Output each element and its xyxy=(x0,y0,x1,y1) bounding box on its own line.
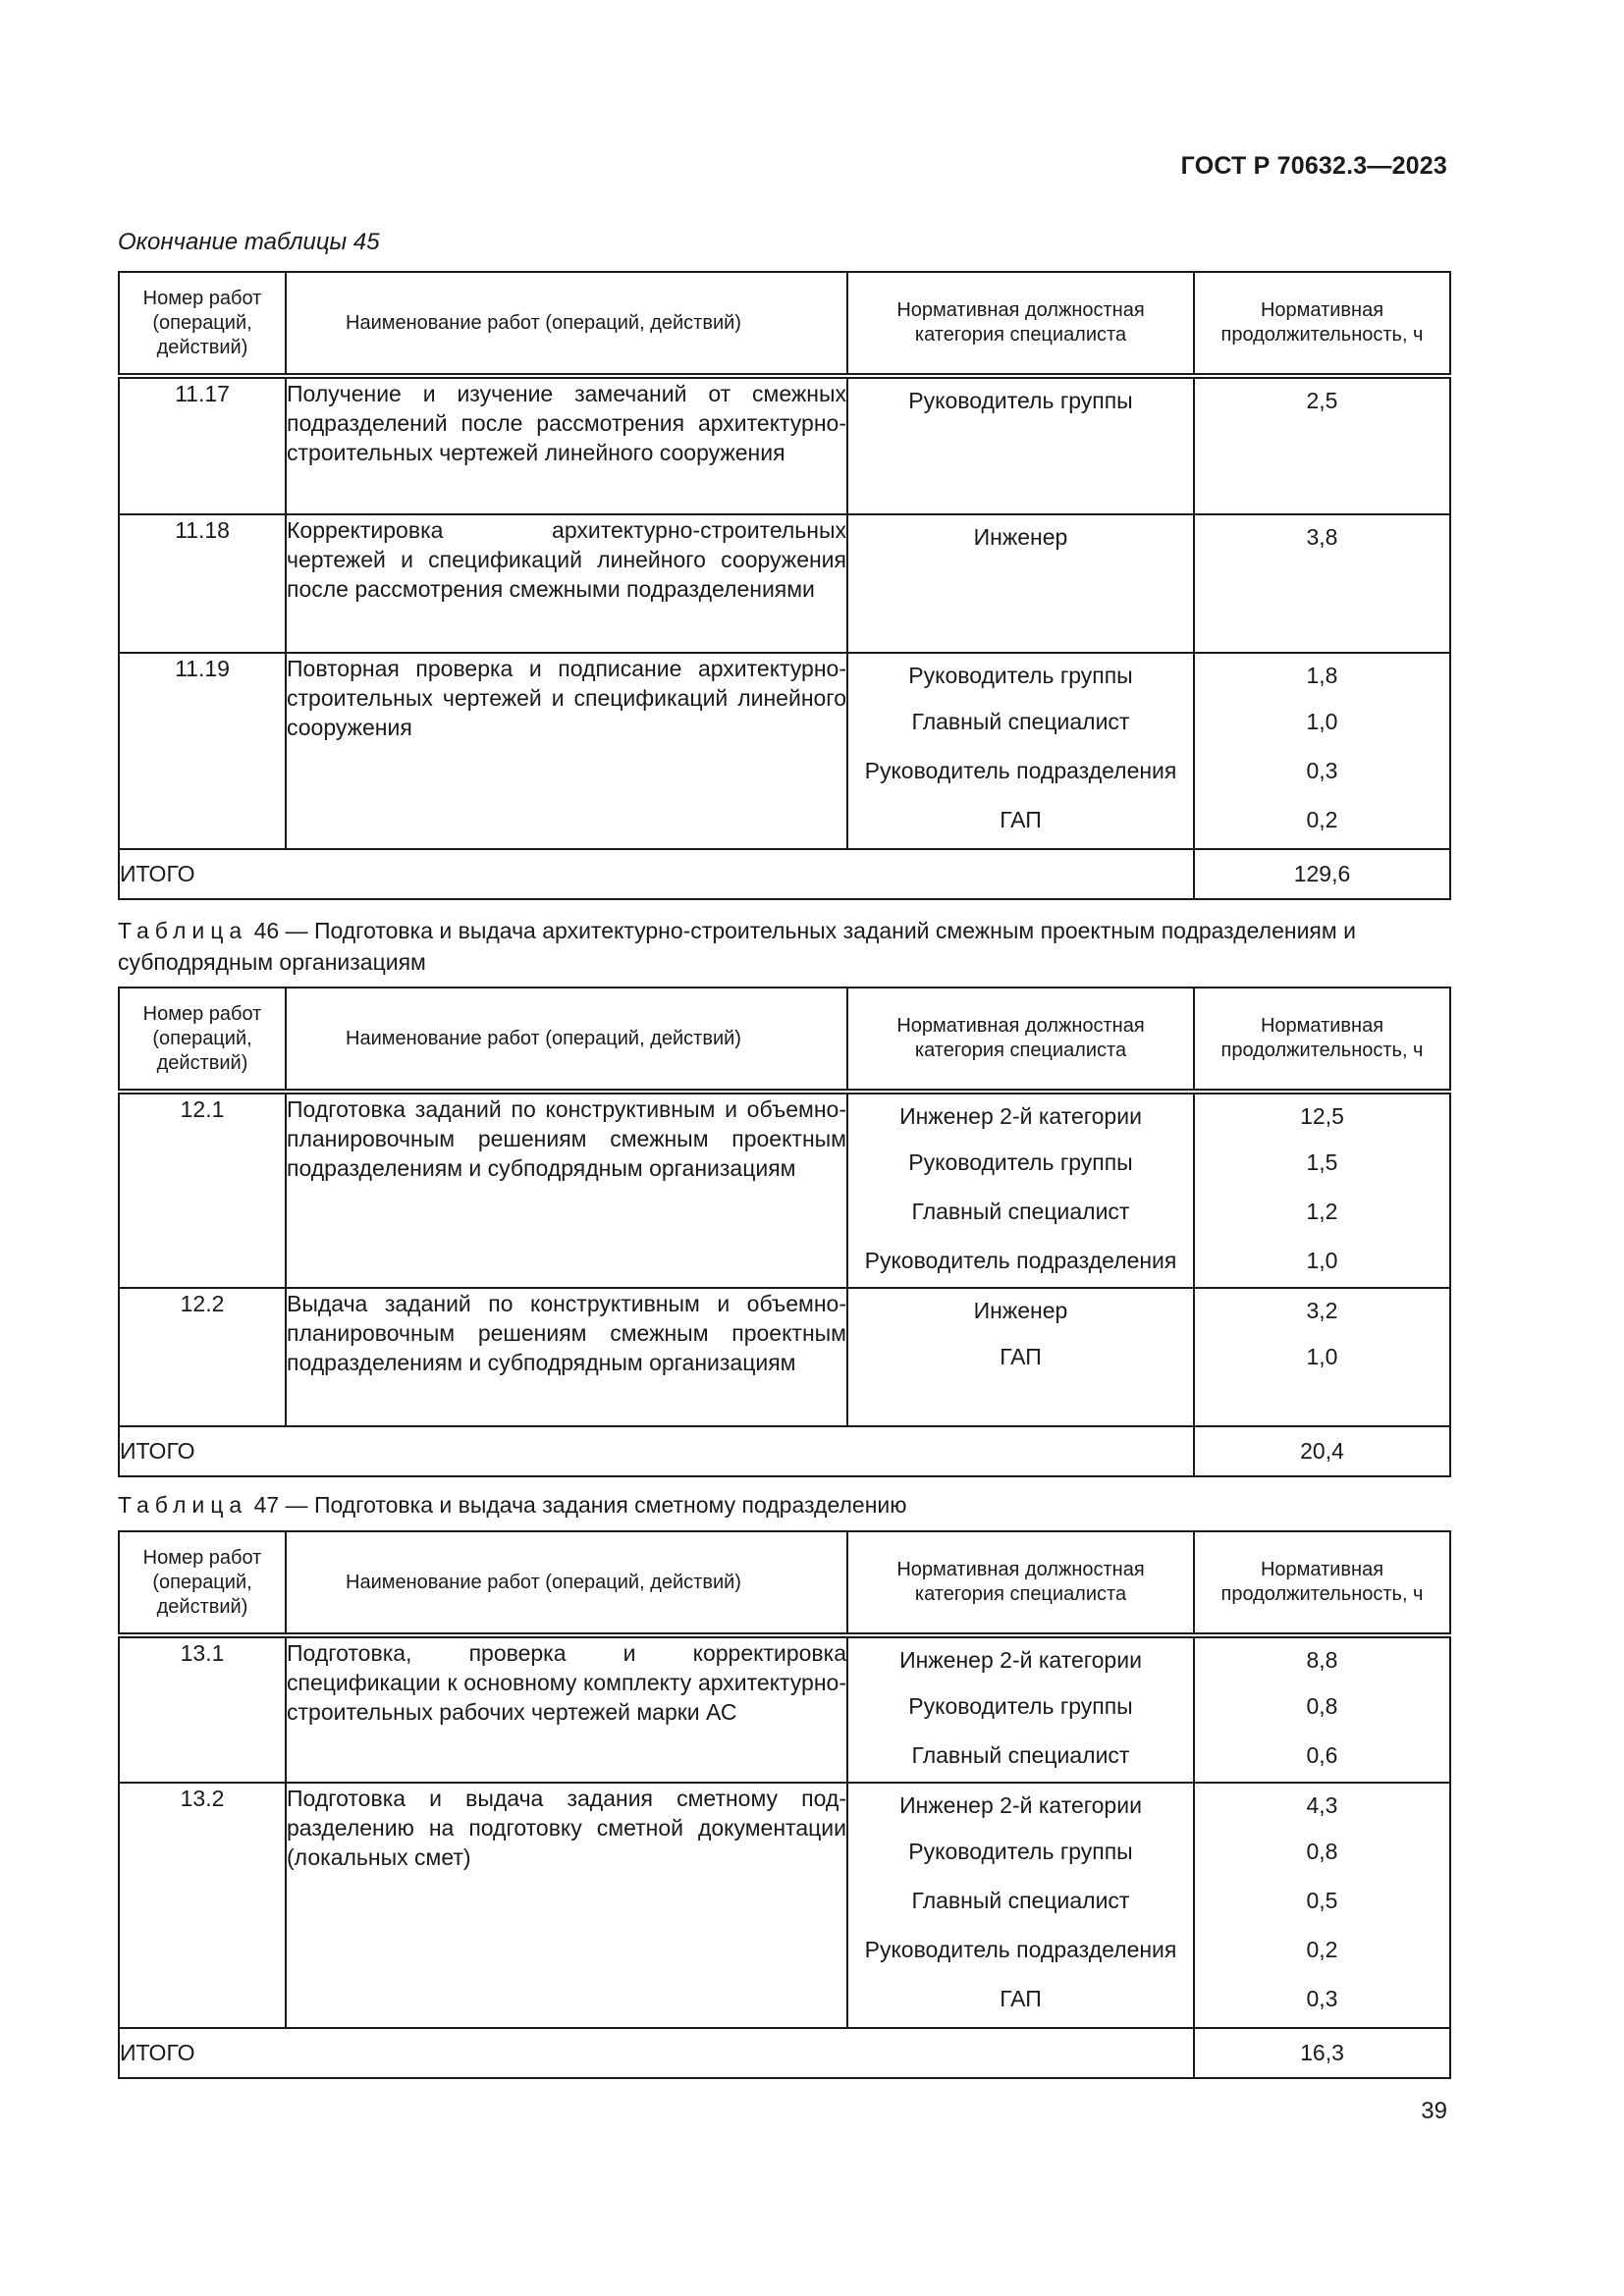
table-row xyxy=(119,1783,1450,2028)
work-number: 13.2 xyxy=(119,1783,286,2028)
hours-value: 0,2 xyxy=(1306,807,1338,832)
work-number: 11.17 xyxy=(119,376,286,514)
hours-cell xyxy=(1194,1783,1450,2028)
hours-value: 0,5 xyxy=(1306,1888,1338,1913)
col-header-category: Нормативная должностная категория специалиста xyxy=(847,988,1194,1092)
hours-value: 3,2 xyxy=(1306,1298,1338,1323)
col-header-duration: Нормативная продолжительность, ч xyxy=(1194,988,1450,1092)
role-item: Главный специалист xyxy=(911,1199,1130,1224)
role-item: Инженер 2-й категории xyxy=(899,1103,1142,1129)
work-number: 12.2 xyxy=(119,1288,286,1426)
table46-caption-word: Таблица xyxy=(118,918,248,943)
role-item: Руководитель группы xyxy=(908,663,1133,688)
hours-value: 8,8 xyxy=(1306,1647,1338,1673)
total-value: 129,6 xyxy=(1194,849,1450,899)
col-header-duration: Нормативная продолжительность, ч xyxy=(1194,272,1450,376)
hours-cell xyxy=(1194,653,1450,849)
hours-value: 2,5 xyxy=(1306,388,1338,413)
hours-value: 0,3 xyxy=(1306,1986,1338,2011)
role-item: Главный специалист xyxy=(911,709,1130,734)
table46-header-row xyxy=(119,988,1450,1092)
total-row xyxy=(119,1426,1450,1476)
role-item: Руководитель группы xyxy=(908,1839,1133,1864)
role-item: Руководитель группы xyxy=(908,1149,1133,1175)
role-item: Руководитель группы xyxy=(908,388,1133,413)
role-cell xyxy=(847,1288,1194,1426)
hours-value: 0,6 xyxy=(1306,1742,1338,1768)
work-name: Подготовка, проверка и корректировка спецификации к основному комплекту архитектурно-строительных рабочих чертежей марки АС xyxy=(286,1635,847,1783)
role-cell xyxy=(847,1635,1194,1783)
role-cell xyxy=(847,1783,1194,2028)
work-number: 11.19 xyxy=(119,653,286,849)
col-header-number: Номер работ (операций, действий) xyxy=(119,988,286,1092)
role-item: ГАП xyxy=(1000,807,1042,832)
total-label: ИТОГО xyxy=(119,1426,1194,1476)
total-label: ИТОГО xyxy=(119,2028,1194,2078)
role-item: ГАП xyxy=(1000,1344,1042,1369)
role-item: Руководитель подразделения xyxy=(864,1937,1177,1962)
role-item: Руководитель подразделения xyxy=(864,758,1177,783)
col-header-work-name: Наименование работ (операций, действий) xyxy=(286,272,847,376)
total-label: ИТОГО xyxy=(119,849,1194,899)
table-row xyxy=(119,653,1450,849)
role-cell xyxy=(847,653,1194,849)
hours-value: 1,8 xyxy=(1306,663,1338,688)
role-item: Руководитель подразделения xyxy=(864,1248,1177,1273)
work-number: 13.1 xyxy=(119,1635,286,1783)
hours-value: 1,0 xyxy=(1306,709,1338,734)
role-item: ГАП xyxy=(1000,1986,1042,2011)
work-name: Получение и изучение замечаний от смежных подразделений после рассмотрения архитектурно-строительных чертежей линейного сооружения xyxy=(286,376,847,514)
hours-value: 12,5 xyxy=(1300,1103,1344,1129)
table47-caption-word: Таблица xyxy=(118,1492,248,1518)
hours-value: 1,0 xyxy=(1306,1248,1338,1273)
col-header-duration: Нормативная продолжительность, ч xyxy=(1194,1531,1450,1635)
table45 xyxy=(118,271,1451,900)
work-number: 11.18 xyxy=(119,514,286,653)
table-row xyxy=(119,1092,1450,1288)
hours-value: 1,0 xyxy=(1306,1344,1338,1369)
work-number: 12.1 xyxy=(119,1092,286,1288)
role-item: Главный специалист xyxy=(911,1888,1130,1913)
role-item: Инженер xyxy=(973,524,1068,550)
hours-value: 1,2 xyxy=(1306,1199,1338,1224)
role-item: Инженер 2-й категории xyxy=(899,1792,1142,1818)
table46 xyxy=(118,987,1451,1477)
hours-cell xyxy=(1194,1092,1450,1288)
work-name: Подготовка заданий по конструктивным и объемно-планировочным решениям смежным проектным подразделениям и субподрядным организациям xyxy=(286,1092,847,1288)
work-name: Корректировка архитектурно-строительных чертежей и спецификаций линейного сооружения после рассмотрения смежными подразделениями xyxy=(286,514,847,653)
role-cell xyxy=(847,1092,1194,1288)
role-item: Инженер xyxy=(973,1298,1068,1323)
role-cell xyxy=(847,514,1194,653)
total-value: 20,4 xyxy=(1194,1426,1450,1476)
role-item: Главный специалист xyxy=(911,1742,1130,1768)
hours-cell xyxy=(1194,376,1450,514)
hours-value: 0,8 xyxy=(1306,1839,1338,1864)
hours-cell xyxy=(1194,514,1450,653)
table-row xyxy=(119,1635,1450,1783)
hours-cell xyxy=(1194,1288,1450,1426)
page-number: 39 xyxy=(1421,2098,1447,2124)
col-header-number: Номер работ (операций, действий) xyxy=(119,272,286,376)
hours-value: 0,3 xyxy=(1306,758,1338,783)
work-name: Повторная проверка и подписание архитектурно-строительных чертежей и спецификаций линейного сооружения xyxy=(286,653,847,849)
hours-cell xyxy=(1194,1635,1450,1783)
table-row xyxy=(119,1288,1450,1426)
role-item: Руководитель группы xyxy=(908,1693,1133,1719)
total-row xyxy=(119,2028,1450,2078)
table47-header-row xyxy=(119,1531,1450,1635)
hours-value: 0,2 xyxy=(1306,1937,1338,1962)
col-header-category: Нормативная должностная категория специалиста xyxy=(847,272,1194,376)
table47-caption-text: 47 — Подготовка и выдача задания сметному подразделению xyxy=(247,1492,907,1518)
total-value: 16,3 xyxy=(1194,2028,1450,2078)
col-header-number: Номер работ (операций, действий) xyxy=(119,1531,286,1635)
role-item: Инженер 2-й категории xyxy=(899,1647,1142,1673)
table-row xyxy=(119,514,1450,653)
hours-value: 3,8 xyxy=(1306,524,1338,550)
col-header-category: Нормативная должностная категория специалиста xyxy=(847,1531,1194,1635)
hours-value: 0,8 xyxy=(1306,1693,1338,1719)
table46-caption xyxy=(118,915,1449,978)
table-row xyxy=(119,376,1450,514)
table45-header-row xyxy=(119,272,1450,376)
table47 xyxy=(118,1530,1451,2079)
hours-value: 4,3 xyxy=(1306,1792,1338,1818)
work-name: Подготовка и выдача задания сметному подразделению на подготовку сметной документации (локальных смет) xyxy=(286,1783,847,2028)
table47-caption xyxy=(118,1489,1449,1521)
role-cell xyxy=(847,376,1194,514)
total-row xyxy=(119,849,1450,899)
table45-caption: Окончание таблицы 45 xyxy=(118,229,380,255)
hours-value: 1,5 xyxy=(1306,1149,1338,1175)
col-header-work-name: Наименование работ (операций, действий) xyxy=(286,988,847,1092)
work-name: Выдача заданий по конструктивным и объемно-планировочным решениям смежным проектным подразделениям и субподрядным организациям xyxy=(286,1288,847,1426)
col-header-work-name: Наименование работ (операций, действий) xyxy=(286,1531,847,1635)
table46-caption-text: 46 — Подготовка и выдача архитектурно-строительных заданий смежным проектным подразделениям и субподрядным организациям xyxy=(118,918,1356,975)
document-standard-id: ГОСТ Р 70632.3—2023 xyxy=(1180,152,1447,180)
